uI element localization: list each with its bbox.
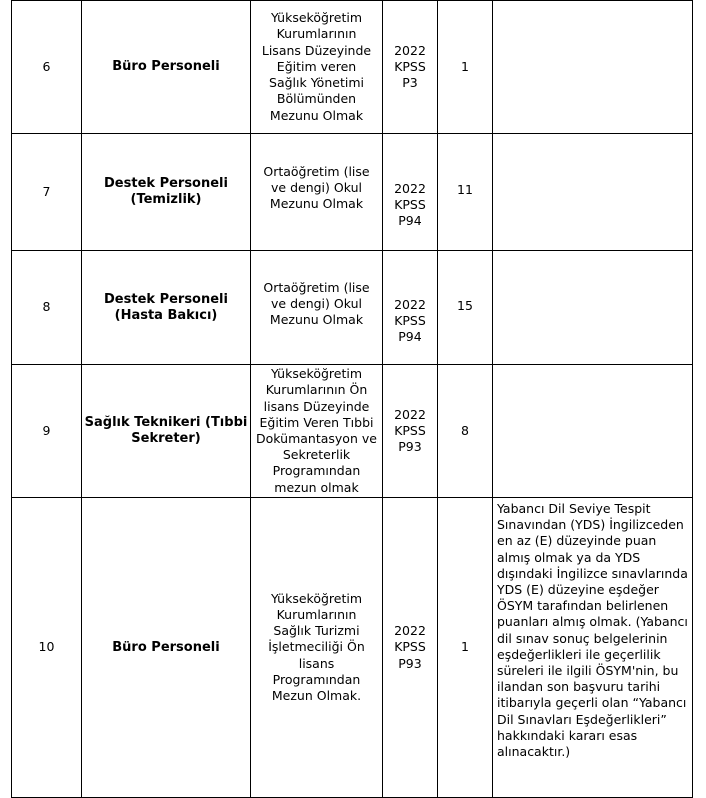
position-count: 8 [438, 365, 493, 498]
table-row [12, 365, 693, 498]
qualification-cell [251, 365, 383, 498]
qualification-text: Yükseköğretim Kurumlarının Sağlık Turizmi İşletmeciliği Ön lisans Programından Mezun Olmak. [268, 590, 365, 703]
score-type-cell [383, 251, 438, 365]
table-row [12, 498, 693, 798]
score-type-text: 2022 KPSS P93 [394, 406, 426, 455]
score-type-cell [383, 134, 438, 251]
qualification-text: Ortaöğretim (lise ve dengi) Okul Mezunu Olmak [263, 280, 370, 328]
score-type-cell [383, 1, 438, 134]
position-count: 11 [438, 134, 493, 251]
table-row [12, 1, 693, 134]
row-number: 7 [12, 134, 82, 251]
position-count: 15 [438, 251, 493, 365]
qualification-text: Ortaöğretim (lise ve dengi) Okul Mezunu Olmak [263, 164, 370, 212]
score-type-text: 2022 KPSS P93 [394, 623, 426, 671]
conditions-cell: Yabancı Dil Seviye Tespit Sınavından (YDS) İngilizceden en az (E) düzeyinde puan almış olmak ya da YDS dışındaki İngilizce sınavlarında YDS (E) düzeyine eşdeğer ÖSYM tarafından belirlenen puanları almış olmak. (Yabancı dil sınav sonuç belgelerinin eşdeğerlikleri ile geçerlilik süreleri ile ilgili ÖSYM'nin, bu ilandan son başvuru tarihi itibarıyla geçerli olan “Yabancı Dil Sınavları Eşdeğerlikleri” hakkındaki kararı esas alınacaktır.) [493, 498, 693, 798]
position-title: Büro Personeli [82, 1, 251, 134]
table-row [12, 251, 693, 365]
position-title: Sağlık Teknikeri (Tıbbi Sekreter) [82, 365, 251, 498]
score-type-text: 2022 KPSS P3 [394, 42, 426, 91]
conditions-cell [493, 365, 693, 498]
score-type-text: 2022 KPSS P94 [394, 297, 426, 345]
row-number: 8 [12, 251, 82, 365]
position-count: 1 [438, 498, 493, 798]
qualification-cell [251, 498, 383, 798]
row-number: 6 [12, 1, 82, 134]
score-type-text: 2022 KPSS P94 [394, 181, 426, 229]
qualification-cell [251, 134, 383, 251]
conditions-cell [493, 1, 693, 134]
position-title: Destek Personeli (Hasta Bakıcı) [82, 251, 251, 365]
score-type-cell [383, 498, 438, 798]
qualification-cell [251, 251, 383, 365]
row-number: 10 [12, 498, 82, 798]
conditions-cell [493, 134, 693, 251]
position-title: Destek Personeli (Temizlik) [82, 134, 251, 251]
position-table [11, 0, 693, 798]
qualification-text: Yükseköğretim Kurumlarının Lisans Düzeyinde Eğitim veren Sağlık Yönetimi Bölümünden Mezunu Olmak [261, 10, 372, 123]
score-type-cell [383, 365, 438, 498]
conditions-cell [493, 251, 693, 365]
qualification-text: Yükseköğretim Kurumlarının Ön lisans Düzeyinde Eğitim Veren Tıbbi Dokümantasyon ve Sekreterlik Programından mezun olmak [256, 366, 377, 495]
table-row [12, 134, 693, 251]
qualification-cell [251, 1, 383, 134]
row-number: 9 [12, 365, 82, 498]
position-count: 1 [438, 1, 493, 134]
position-title: Büro Personeli [82, 498, 251, 798]
